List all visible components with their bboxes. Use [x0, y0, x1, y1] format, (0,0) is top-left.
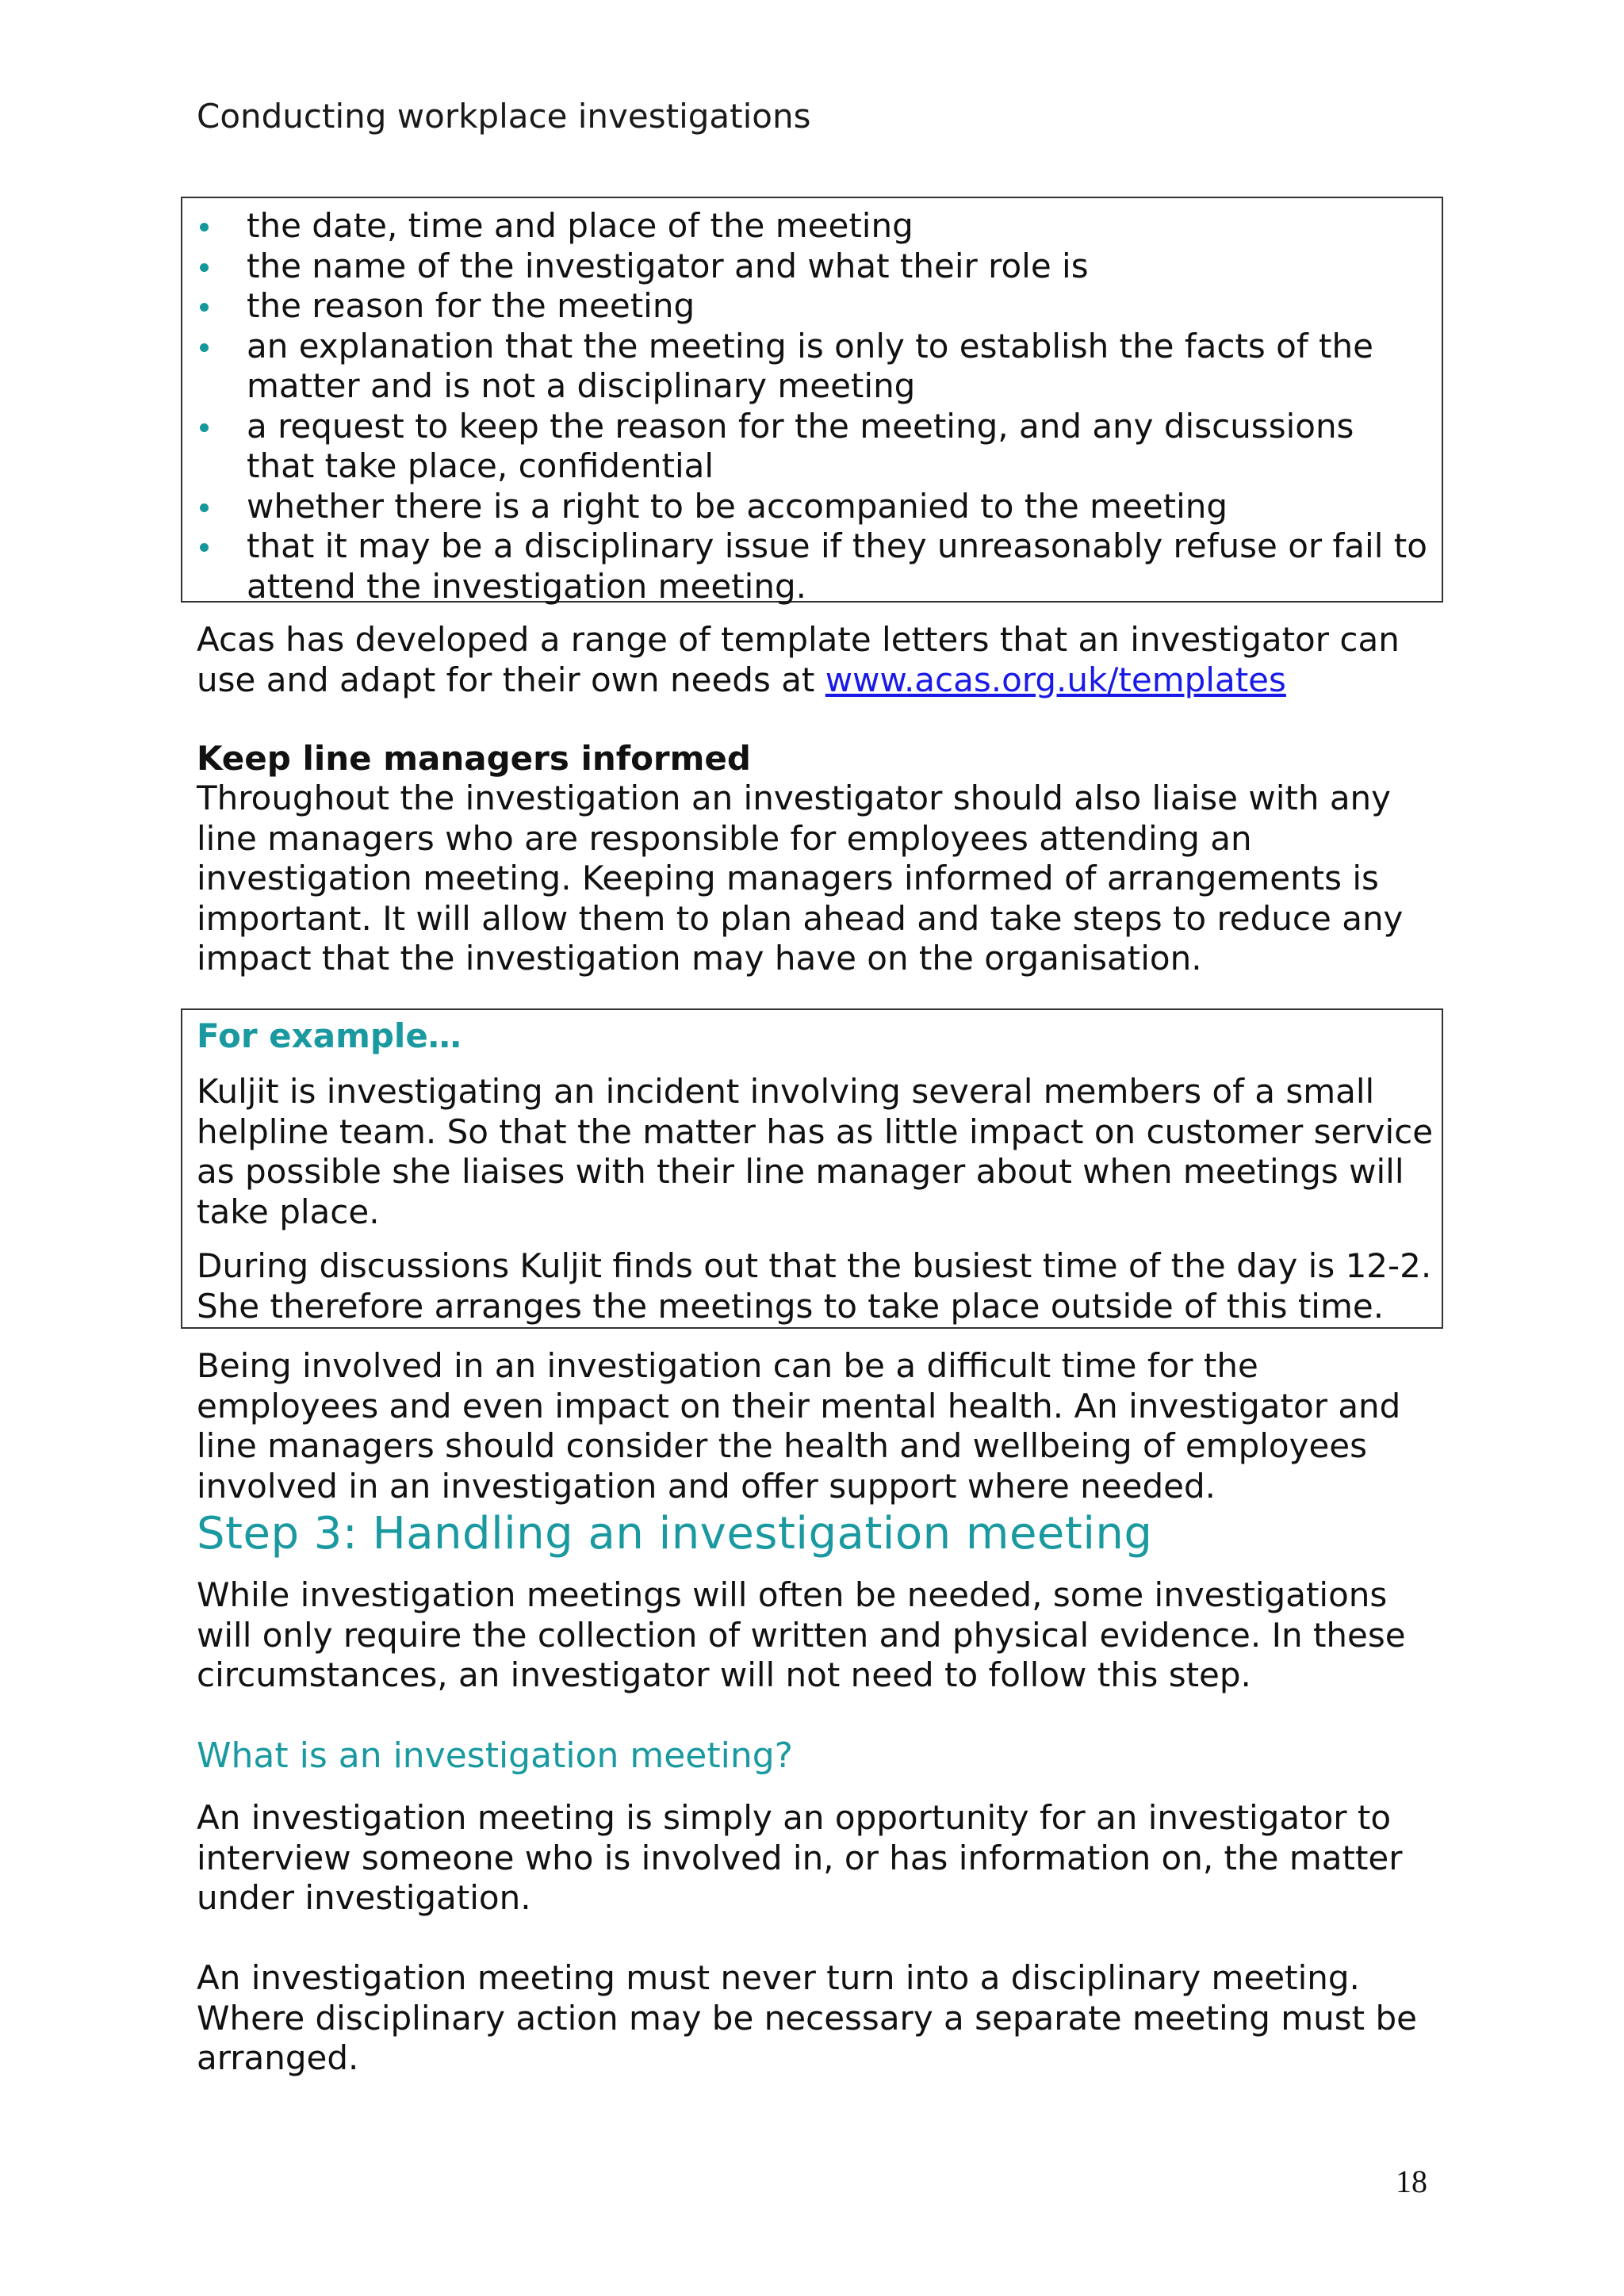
list-item: the date, time and place of the meeting	[182, 206, 1445, 247]
wellbeing-paragraph: Being involved in an investigation can be a difficult time for the employees and even impact on their mental health. An investigator and line managers should consider the health and wellbeing of employees involved in an investigation and offer support where needed.	[197, 1346, 1401, 1506]
templates-paragraph: Acas has developed a range of template letters that an investigator can use and adapt for their own needs at www.acas.org.uk/templates	[197, 620, 1400, 699]
bullet-icon	[200, 503, 209, 512]
list-item: whether there is a right to be accompanied to the meeting	[182, 487, 1445, 527]
what-is-meeting-paragraph: An investigation meeting is simply an opportunity for an investigator to interview someone who is involved in, or has information on, the matter under investigation.	[197, 1798, 1403, 1917]
invite-checklist	[182, 206, 1445, 607]
invite-checklist-box	[181, 197, 1443, 606]
what-is-meeting-heading: What is an investigation meeting?	[197, 1735, 793, 1776]
list-item: the reason for the meeting	[182, 286, 1445, 327]
bullet-icon	[200, 543, 209, 552]
page-number: 18	[1396, 2164, 1427, 2199]
list-item: the name of the investigator and what their role is	[182, 247, 1445, 287]
line-managers-heading: Keep line managers informed	[197, 739, 751, 778]
bullet-icon	[200, 223, 209, 232]
bullet-icon	[200, 423, 209, 432]
line-managers-paragraph: Throughout the investigation an investigator should also liaise with any line managers who are responsible for employees attending an investigation meeting. Keeping managers informed of arrangements is important. It will allow them to plan ahead and take steps to reduce any impact that the investigation may have on the organisation.	[197, 779, 1404, 978]
bullet-icon	[200, 303, 209, 312]
example-box	[181, 1008, 1443, 1329]
example-title: For example…	[197, 1016, 462, 1055]
running-header: Conducting workplace investigations	[197, 97, 811, 136]
bullet-icon	[200, 263, 209, 272]
disciplinary-warning-paragraph: An investigation meeting must never turn into a disciplinary meeting. Where disciplinary action may be necessary a separate meeting must be arranged.	[197, 1958, 1417, 2077]
templates-link[interactable]: www.acas.org.uk/templates	[825, 660, 1286, 699]
list-item: an explanation that the meeting is only to establish the facts of the matter and is not a disciplinary meeting	[182, 327, 1445, 407]
list-item: a request to keep the reason for the meeting, and any discussions that take place, confidential	[182, 407, 1445, 487]
step3-intro: While investigation meetings will often be needed, some investigations will only require the collection of written and physical evidence. In these circumstances, an investigator will not need to follow this step.	[197, 1575, 1406, 1694]
list-item: that it may be a disciplinary issue if they unreasonably refuse or fail to attend the investigation meeting.	[182, 526, 1445, 607]
bullet-icon	[200, 343, 209, 352]
example-paragraph-2: During discussions Kuljit finds out that the busiest time of the day is 12-2. She therefore arranges the meetings to take place outside of this time.	[197, 1246, 1432, 1326]
step3-heading: Step 3: Handling an investigation meeting	[197, 1508, 1153, 1559]
example-paragraph-1: Kuljit is investigating an incident involving several members of a small helpline team. So that the matter has as little impact on customer service as possible she liaises with their line manager about when meetings will take place.	[197, 1072, 1434, 1231]
